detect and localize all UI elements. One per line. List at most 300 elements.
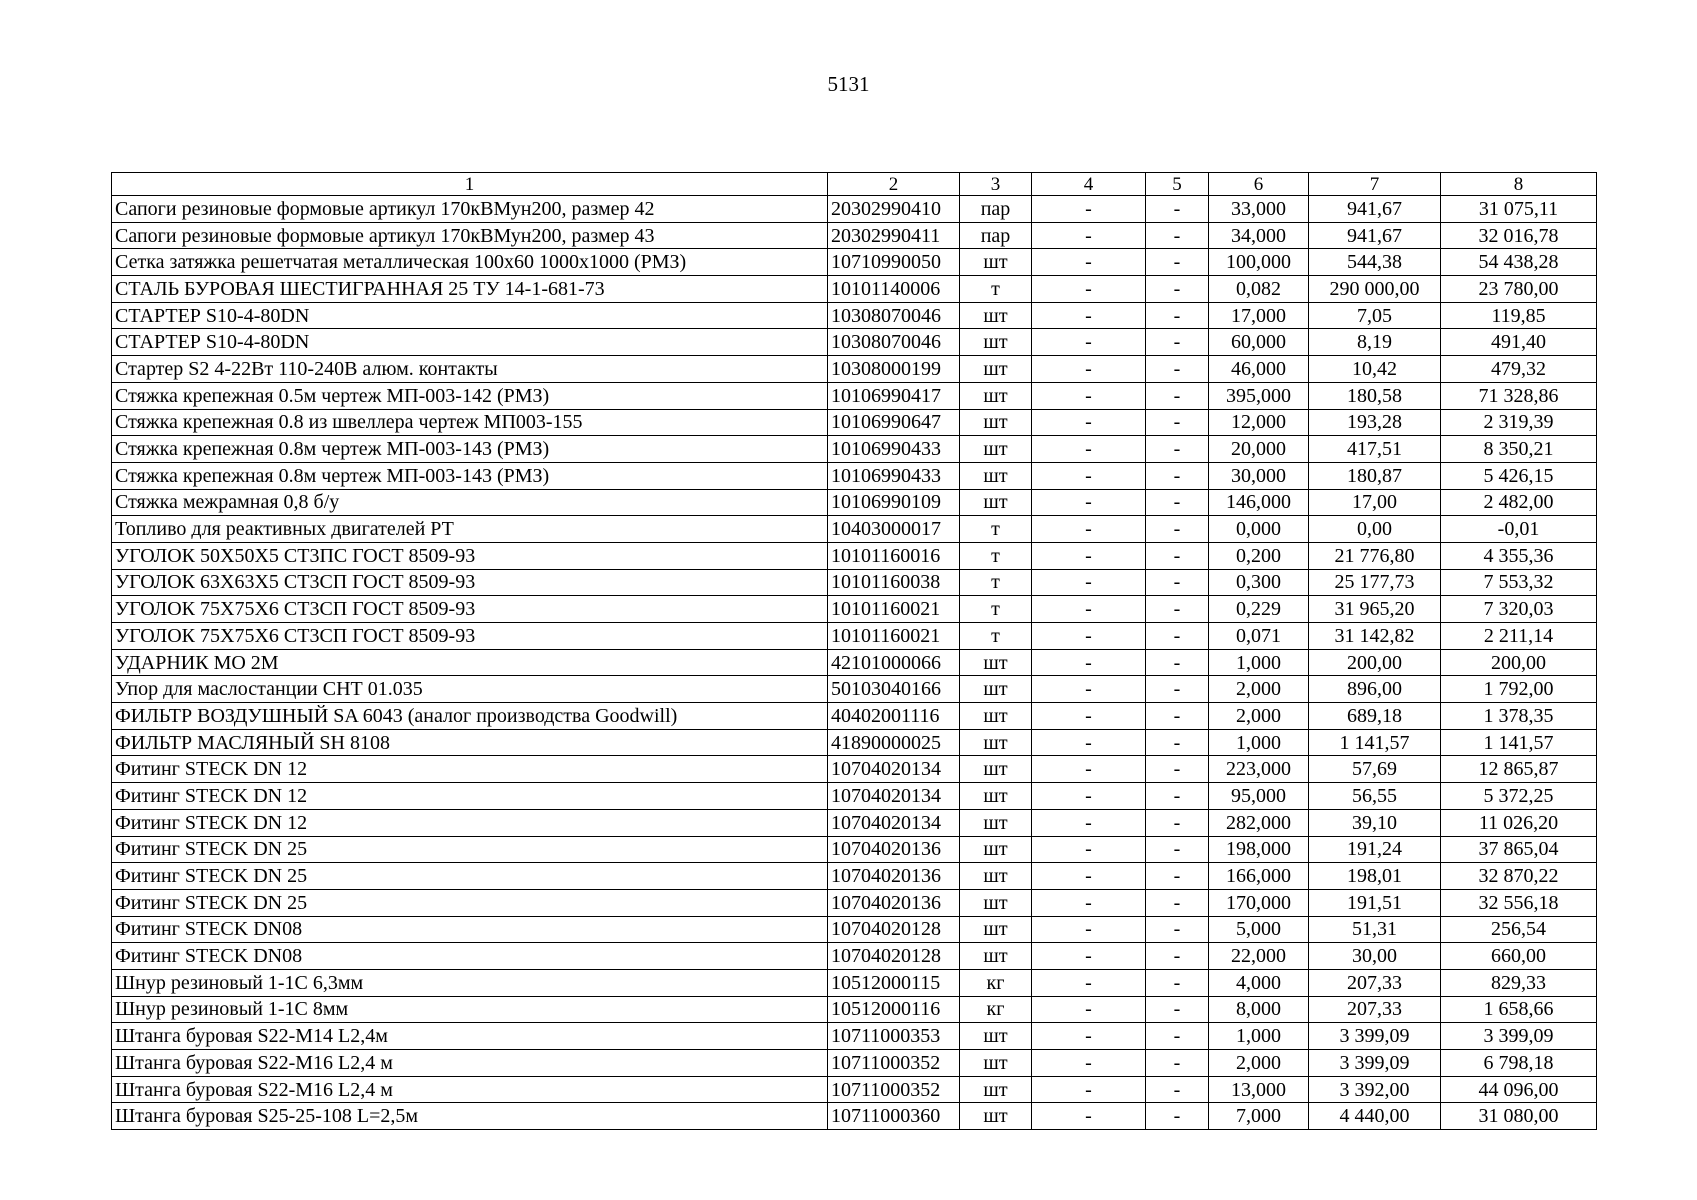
unit-cell: т <box>960 516 1032 543</box>
column-header: 8 <box>1441 173 1597 196</box>
item-code-cell: 10101140006 <box>828 276 960 303</box>
item-name-cell: Шнур резиновый 1-1С 6,3мм <box>112 969 828 996</box>
item-name-cell: СТАЛЬ БУРОВАЯ ШЕСТИГРАННАЯ 25 ТУ 14-1-681-73 <box>112 276 828 303</box>
amount-cell: 5 372,25 <box>1441 783 1597 810</box>
unit-cell: шт <box>960 1050 1032 1077</box>
column-5-cell: - <box>1146 623 1209 650</box>
column-5-cell: - <box>1146 222 1209 249</box>
amount-cell: 491,40 <box>1441 329 1597 356</box>
amount-cell: 8 350,21 <box>1441 436 1597 463</box>
unit-cell: шт <box>960 356 1032 383</box>
price-cell: 39,10 <box>1309 809 1441 836</box>
quantity-cell: 46,000 <box>1209 356 1309 383</box>
table-row <box>112 836 1597 863</box>
quantity-cell: 12,000 <box>1209 409 1309 436</box>
unit-cell: шт <box>960 889 1032 916</box>
unit-cell: шт <box>960 916 1032 943</box>
quantity-cell: 2,000 <box>1209 1050 1309 1077</box>
item-code-cell: 10101160016 <box>828 542 960 569</box>
item-code-cell: 10704020134 <box>828 756 960 783</box>
item-name-cell: Топливо для реактивных двигателей РТ <box>112 516 828 543</box>
column-5-cell: - <box>1146 436 1209 463</box>
column-header: 7 <box>1309 173 1441 196</box>
unit-cell: т <box>960 623 1032 650</box>
unit-cell: кг <box>960 996 1032 1023</box>
quantity-cell: 20,000 <box>1209 436 1309 463</box>
column-5-cell: - <box>1146 516 1209 543</box>
amount-cell: 37 865,04 <box>1441 836 1597 863</box>
unit-cell: шт <box>960 1023 1032 1050</box>
inventory-table <box>111 172 1597 1130</box>
column-4-cell: - <box>1032 436 1146 463</box>
item-name-cell: Фитинг STECK DN08 <box>112 916 828 943</box>
item-name-cell: Сапоги резиновые формовые артикул 170кВМун200, размер 42 <box>112 196 828 223</box>
table-row <box>112 996 1597 1023</box>
table-row <box>112 623 1597 650</box>
quantity-cell: 2,000 <box>1209 676 1309 703</box>
item-code-cell: 10704020128 <box>828 916 960 943</box>
column-4-cell: - <box>1032 729 1146 756</box>
unit-cell: шт <box>960 863 1032 890</box>
item-name-cell: Шнур резиновый 1-1С 8мм <box>112 996 828 1023</box>
column-header: 3 <box>960 173 1032 196</box>
item-name-cell: УДАРНИК МО 2М <box>112 649 828 676</box>
column-5-cell: - <box>1146 916 1209 943</box>
amount-cell: 2 319,39 <box>1441 409 1597 436</box>
item-code-cell: 10512000115 <box>828 969 960 996</box>
amount-cell: 54 438,28 <box>1441 249 1597 276</box>
column-4-cell: - <box>1032 489 1146 516</box>
unit-cell: шт <box>960 676 1032 703</box>
column-4-cell: - <box>1032 356 1146 383</box>
unit-cell: шт <box>960 329 1032 356</box>
unit-cell: пар <box>960 196 1032 223</box>
price-cell: 191,51 <box>1309 889 1441 916</box>
unit-cell: шт <box>960 1103 1032 1130</box>
table-row <box>112 249 1597 276</box>
item-code-cell: 10704020128 <box>828 943 960 970</box>
price-cell: 51,31 <box>1309 916 1441 943</box>
price-cell: 544,38 <box>1309 249 1441 276</box>
item-code-cell: 10711000352 <box>828 1050 960 1077</box>
amount-cell: 2 211,14 <box>1441 623 1597 650</box>
column-5-cell: - <box>1146 1076 1209 1103</box>
amount-cell: 3 399,09 <box>1441 1023 1597 1050</box>
column-header: 2 <box>828 173 960 196</box>
column-5-cell: - <box>1146 756 1209 783</box>
table-row <box>112 729 1597 756</box>
item-code-cell: 10308070046 <box>828 329 960 356</box>
table-row <box>112 436 1597 463</box>
table-row <box>112 1103 1597 1130</box>
column-4-cell: - <box>1032 1076 1146 1103</box>
price-cell: 193,28 <box>1309 409 1441 436</box>
column-4-cell: - <box>1032 1023 1146 1050</box>
price-cell: 198,01 <box>1309 863 1441 890</box>
item-name-cell: Фитинг STECK DN 25 <box>112 863 828 890</box>
price-cell: 7,05 <box>1309 302 1441 329</box>
quantity-cell: 17,000 <box>1209 302 1309 329</box>
table-row <box>112 676 1597 703</box>
unit-cell: шт <box>960 382 1032 409</box>
price-cell: 30,00 <box>1309 943 1441 970</box>
column-5-cell: - <box>1146 489 1209 516</box>
table-row <box>112 222 1597 249</box>
item-code-cell: 10711000353 <box>828 1023 960 1050</box>
unit-cell: шт <box>960 436 1032 463</box>
item-name-cell: Стяжка межрамная 0,8 б/у <box>112 489 828 516</box>
item-code-cell: 10704020134 <box>828 783 960 810</box>
item-code-cell: 10704020136 <box>828 836 960 863</box>
unit-cell: т <box>960 276 1032 303</box>
amount-cell: 200,00 <box>1441 649 1597 676</box>
item-code-cell: 10711000360 <box>828 1103 960 1130</box>
unit-cell: шт <box>960 809 1032 836</box>
unit-cell: шт <box>960 409 1032 436</box>
column-5-cell: - <box>1146 1103 1209 1130</box>
item-name-cell: УГОЛОК 75Х75Х6 СТ3СП ГОСТ 8509-93 <box>112 623 828 650</box>
column-4-cell: - <box>1032 703 1146 730</box>
column-5-cell: - <box>1146 382 1209 409</box>
table-row <box>112 329 1597 356</box>
column-4-cell: - <box>1032 542 1146 569</box>
item-name-cell: Фитинг STECK DN 12 <box>112 756 828 783</box>
table-row <box>112 1050 1597 1077</box>
column-4-cell: - <box>1032 462 1146 489</box>
item-code-cell: 10704020136 <box>828 889 960 916</box>
item-name-cell: УГОЛОК 75Х75Х6 СТ3СП ГОСТ 8509-93 <box>112 596 828 623</box>
table-row <box>112 276 1597 303</box>
unit-cell: шт <box>960 302 1032 329</box>
quantity-cell: 13,000 <box>1209 1076 1309 1103</box>
item-name-cell: Фитинг STECK DN08 <box>112 943 828 970</box>
quantity-cell: 395,000 <box>1209 382 1309 409</box>
price-cell: 56,55 <box>1309 783 1441 810</box>
amount-cell: 2 482,00 <box>1441 489 1597 516</box>
table-row <box>112 1076 1597 1103</box>
table-row <box>112 916 1597 943</box>
column-4-cell: - <box>1032 222 1146 249</box>
item-code-cell: 10512000116 <box>828 996 960 1023</box>
price-cell: 0,00 <box>1309 516 1441 543</box>
column-5-cell: - <box>1146 969 1209 996</box>
unit-cell: шт <box>960 489 1032 516</box>
item-code-cell: 10101160021 <box>828 623 960 650</box>
column-4-cell: - <box>1032 382 1146 409</box>
quantity-cell: 8,000 <box>1209 996 1309 1023</box>
quantity-cell: 22,000 <box>1209 943 1309 970</box>
column-4-cell: - <box>1032 756 1146 783</box>
column-5-cell: - <box>1146 863 1209 890</box>
column-4-cell: - <box>1032 836 1146 863</box>
price-cell: 207,33 <box>1309 996 1441 1023</box>
quantity-cell: 0,300 <box>1209 569 1309 596</box>
column-5-cell: - <box>1146 1050 1209 1077</box>
item-code-cell: 41890000025 <box>828 729 960 756</box>
column-4-cell: - <box>1032 649 1146 676</box>
amount-cell: 32 016,78 <box>1441 222 1597 249</box>
column-4-cell: - <box>1032 409 1146 436</box>
unit-cell: шт <box>960 756 1032 783</box>
item-code-cell: 10704020134 <box>828 809 960 836</box>
item-name-cell: СТАРТЕР S10-4-80DN <box>112 302 828 329</box>
item-code-cell: 10711000352 <box>828 1076 960 1103</box>
unit-cell: шт <box>960 703 1032 730</box>
column-5-cell: - <box>1146 703 1209 730</box>
column-5-cell: - <box>1146 276 1209 303</box>
column-5-cell: - <box>1146 943 1209 970</box>
column-4-cell: - <box>1032 969 1146 996</box>
amount-cell: 1 141,57 <box>1441 729 1597 756</box>
item-code-cell: 10106990433 <box>828 462 960 489</box>
item-name-cell: Сетка затяжка решетчатая металлическая 100х60 1000х1000 (РМЗ) <box>112 249 828 276</box>
item-name-cell: Штанга буровая S25-25-108 L=2,5м <box>112 1103 828 1130</box>
unit-cell: шт <box>960 462 1032 489</box>
price-cell: 1 141,57 <box>1309 729 1441 756</box>
price-cell: 31 965,20 <box>1309 596 1441 623</box>
column-4-cell: - <box>1032 623 1146 650</box>
column-4-cell: - <box>1032 916 1146 943</box>
item-name-cell: Стяжка крепежная 0.8 из швеллера чертеж МП003-155 <box>112 409 828 436</box>
item-code-cell: 10101160021 <box>828 596 960 623</box>
price-cell: 290 000,00 <box>1309 276 1441 303</box>
amount-cell: 11 026,20 <box>1441 809 1597 836</box>
column-5-cell: - <box>1146 329 1209 356</box>
price-cell: 17,00 <box>1309 489 1441 516</box>
price-cell: 31 142,82 <box>1309 623 1441 650</box>
amount-cell: 1 658,66 <box>1441 996 1597 1023</box>
column-5-cell: - <box>1146 249 1209 276</box>
price-cell: 3 399,09 <box>1309 1050 1441 1077</box>
column-4-cell: - <box>1032 889 1146 916</box>
item-name-cell: Штанга буровая S22-M16 L2,4 м <box>112 1050 828 1077</box>
price-cell: 25 177,73 <box>1309 569 1441 596</box>
table-body <box>112 196 1597 1130</box>
column-number-header-row <box>112 173 1597 196</box>
item-name-cell: УГОЛОК 50Х50Х5 СТ3ПС ГОСТ 8509-93 <box>112 542 828 569</box>
unit-cell: шт <box>960 943 1032 970</box>
table-row <box>112 649 1597 676</box>
amount-cell: 119,85 <box>1441 302 1597 329</box>
price-cell: 896,00 <box>1309 676 1441 703</box>
item-name-cell: Фитинг STECK DN 25 <box>112 889 828 916</box>
table-row <box>112 542 1597 569</box>
price-cell: 4 440,00 <box>1309 1103 1441 1130</box>
quantity-cell: 146,000 <box>1209 489 1309 516</box>
column-5-cell: - <box>1146 196 1209 223</box>
price-cell: 180,58 <box>1309 382 1441 409</box>
column-header: 4 <box>1032 173 1146 196</box>
table-row <box>112 596 1597 623</box>
item-code-cell: 50103040166 <box>828 676 960 703</box>
table-row <box>112 863 1597 890</box>
column-5-cell: - <box>1146 1023 1209 1050</box>
quantity-cell: 223,000 <box>1209 756 1309 783</box>
item-code-cell: 10704020136 <box>828 863 960 890</box>
table-row <box>112 1023 1597 1050</box>
column-4-cell: - <box>1032 1050 1146 1077</box>
amount-cell: 829,33 <box>1441 969 1597 996</box>
table-row <box>112 409 1597 436</box>
item-name-cell: ФИЛЬТР ВОЗДУШНЫЙ SA 6043 (аналог производства Goodwill) <box>112 703 828 730</box>
item-name-cell: Фитинг STECK DN 12 <box>112 783 828 810</box>
quantity-cell: 0,082 <box>1209 276 1309 303</box>
unit-cell: шт <box>960 649 1032 676</box>
table-row <box>112 462 1597 489</box>
item-name-cell: Штанга буровая S22-M14 L2,4м <box>112 1023 828 1050</box>
item-name-cell: СТАРТЕР S10-4-80DN <box>112 329 828 356</box>
amount-cell: 5 426,15 <box>1441 462 1597 489</box>
amount-cell: 7 553,32 <box>1441 569 1597 596</box>
price-cell: 941,67 <box>1309 196 1441 223</box>
item-code-cell: 42101000066 <box>828 649 960 676</box>
table-row <box>112 943 1597 970</box>
column-5-cell: - <box>1146 462 1209 489</box>
column-5-cell: - <box>1146 996 1209 1023</box>
item-code-cell: 10101160038 <box>828 569 960 596</box>
amount-cell: 1 378,35 <box>1441 703 1597 730</box>
column-5-cell: - <box>1146 409 1209 436</box>
quantity-cell: 4,000 <box>1209 969 1309 996</box>
column-header: 1 <box>112 173 828 196</box>
table-row <box>112 969 1597 996</box>
price-cell: 10,42 <box>1309 356 1441 383</box>
amount-cell: 6 798,18 <box>1441 1050 1597 1077</box>
column-5-cell: - <box>1146 809 1209 836</box>
table-row <box>112 703 1597 730</box>
item-code-cell: 40402001116 <box>828 703 960 730</box>
table-row <box>112 356 1597 383</box>
amount-cell: 71 328,86 <box>1441 382 1597 409</box>
amount-cell: 32 556,18 <box>1441 889 1597 916</box>
amount-cell: 256,54 <box>1441 916 1597 943</box>
quantity-cell: 0,200 <box>1209 542 1309 569</box>
column-5-cell: - <box>1146 783 1209 810</box>
quantity-cell: 1,000 <box>1209 649 1309 676</box>
unit-cell: шт <box>960 729 1032 756</box>
unit-cell: шт <box>960 836 1032 863</box>
quantity-cell: 2,000 <box>1209 703 1309 730</box>
item-name-cell: Штанга буровая S22-M16 L2,4 м <box>112 1076 828 1103</box>
price-cell: 417,51 <box>1309 436 1441 463</box>
quantity-cell: 60,000 <box>1209 329 1309 356</box>
column-5-cell: - <box>1146 836 1209 863</box>
quantity-cell: 166,000 <box>1209 863 1309 890</box>
column-5-cell: - <box>1146 302 1209 329</box>
unit-cell: кг <box>960 969 1032 996</box>
column-4-cell: - <box>1032 569 1146 596</box>
quantity-cell: 0,071 <box>1209 623 1309 650</box>
unit-cell: пар <box>960 222 1032 249</box>
column-5-cell: - <box>1146 676 1209 703</box>
unit-cell: т <box>960 542 1032 569</box>
amount-cell: 660,00 <box>1441 943 1597 970</box>
quantity-cell: 0,000 <box>1209 516 1309 543</box>
item-code-cell: 10308000199 <box>828 356 960 383</box>
amount-cell: 4 355,36 <box>1441 542 1597 569</box>
quantity-cell: 34,000 <box>1209 222 1309 249</box>
item-name-cell: Сапоги резиновые формовые артикул 170кВМун200, размер 43 <box>112 222 828 249</box>
column-4-cell: - <box>1032 276 1146 303</box>
column-4-cell: - <box>1032 516 1146 543</box>
column-4-cell: - <box>1032 196 1146 223</box>
table-row <box>112 756 1597 783</box>
price-cell: 689,18 <box>1309 703 1441 730</box>
column-header: 5 <box>1146 173 1209 196</box>
column-4-cell: - <box>1032 863 1146 890</box>
column-4-cell: - <box>1032 676 1146 703</box>
table-row <box>112 783 1597 810</box>
item-name-cell: Стартер S2 4-22Вт 110-240В алюм. контакты <box>112 356 828 383</box>
table-row <box>112 489 1597 516</box>
item-name-cell: Стяжка крепежная 0.8м чертеж МП-003-143 (РМЗ) <box>112 436 828 463</box>
column-4-cell: - <box>1032 249 1146 276</box>
column-5-cell: - <box>1146 889 1209 916</box>
price-cell: 57,69 <box>1309 756 1441 783</box>
table-row <box>112 516 1597 543</box>
amount-cell: 23 780,00 <box>1441 276 1597 303</box>
column-4-cell: - <box>1032 943 1146 970</box>
item-code-cell: 10106990433 <box>828 436 960 463</box>
price-cell: 3 392,00 <box>1309 1076 1441 1103</box>
quantity-cell: 100,000 <box>1209 249 1309 276</box>
price-cell: 8,19 <box>1309 329 1441 356</box>
amount-cell: 31 075,11 <box>1441 196 1597 223</box>
item-name-cell: Фитинг STECK DN 12 <box>112 809 828 836</box>
item-name-cell: Стяжка крепежная 0.5м чертеж МП-003-142 (РМЗ) <box>112 382 828 409</box>
quantity-cell: 33,000 <box>1209 196 1309 223</box>
amount-cell: 1 792,00 <box>1441 676 1597 703</box>
table-row <box>112 196 1597 223</box>
item-code-cell: 10710990050 <box>828 249 960 276</box>
quantity-cell: 0,229 <box>1209 596 1309 623</box>
amount-cell: -0,01 <box>1441 516 1597 543</box>
item-name-cell: Упор для маслостанции СНТ 01.035 <box>112 676 828 703</box>
item-code-cell: 10308070046 <box>828 302 960 329</box>
column-5-cell: - <box>1146 649 1209 676</box>
item-name-cell: ФИЛЬТР МАСЛЯНЫЙ SH 8108 <box>112 729 828 756</box>
column-4-cell: - <box>1032 329 1146 356</box>
price-cell: 941,67 <box>1309 222 1441 249</box>
quantity-cell: 1,000 <box>1209 729 1309 756</box>
column-5-cell: - <box>1146 356 1209 383</box>
column-4-cell: - <box>1032 596 1146 623</box>
item-name-cell: Стяжка крепежная 0.8м чертеж МП-003-143 (РМЗ) <box>112 462 828 489</box>
column-4-cell: - <box>1032 809 1146 836</box>
price-cell: 3 399,09 <box>1309 1023 1441 1050</box>
table-row <box>112 809 1597 836</box>
item-code-cell: 10106990417 <box>828 382 960 409</box>
column-5-cell: - <box>1146 569 1209 596</box>
amount-cell: 479,32 <box>1441 356 1597 383</box>
quantity-cell: 30,000 <box>1209 462 1309 489</box>
table-row <box>112 302 1597 329</box>
price-cell: 180,87 <box>1309 462 1441 489</box>
amount-cell: 31 080,00 <box>1441 1103 1597 1130</box>
unit-cell: т <box>960 596 1032 623</box>
price-cell: 200,00 <box>1309 649 1441 676</box>
price-cell: 21 776,80 <box>1309 542 1441 569</box>
column-4-cell: - <box>1032 996 1146 1023</box>
page-number: 5131 <box>827 72 870 96</box>
column-header: 6 <box>1209 173 1309 196</box>
item-code-cell: 10106990647 <box>828 409 960 436</box>
column-4-cell: - <box>1032 302 1146 329</box>
item-code-cell: 10403000017 <box>828 516 960 543</box>
quantity-cell: 198,000 <box>1209 836 1309 863</box>
quantity-cell: 170,000 <box>1209 889 1309 916</box>
price-cell: 191,24 <box>1309 836 1441 863</box>
